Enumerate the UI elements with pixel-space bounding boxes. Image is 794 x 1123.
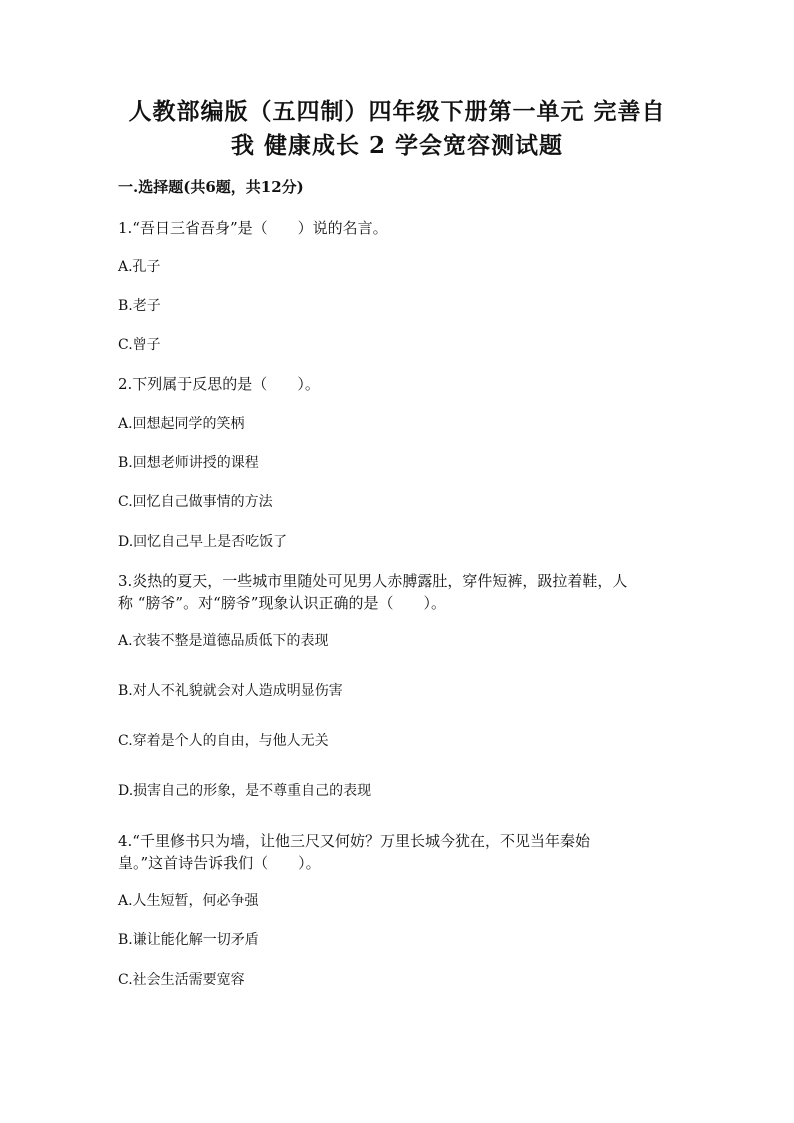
question-2-option-a: A.回想起同学的笑柄 (118, 416, 245, 432)
question-3-stem-line-2: 称 “膀爷”。对“膀爷”现象认识正确的是（ ）。 (118, 594, 446, 612)
question-4-stem-line-1: 4.“千里修书只为墙，让他三尺又何妨？万里长城今犹在，不见当年秦始 (118, 832, 590, 850)
question-1-option-c: C.曾子 (118, 337, 161, 353)
question-3-option-a: A.衣装不整是道德品质低下的表现 (118, 633, 329, 649)
question-4-option-b: B.谦让能化解一切矛盾 (118, 932, 259, 948)
section-heading: 一.选择题(共6题，共12分) (118, 178, 304, 196)
question-1-option-a: A.孔子 (118, 259, 161, 275)
question-1-option-b: B.老子 (118, 298, 161, 314)
question-3-option-c: C.穿着是个人的自由，与他人无关 (118, 733, 329, 749)
page-title-line-1: 人教部编版（五四制）四年级下册第一单元 完善自 (128, 98, 666, 125)
question-4-option-a: A.人生短暂，何必争强 (118, 893, 259, 909)
question-2-stem: 2.下列属于反思的是（ ）。 (118, 375, 320, 393)
question-2-option-d: D.回忆自己早上是否吃饭了 (118, 534, 288, 550)
question-3-option-d: D.损害自己的形象，是不尊重自己的表现 (118, 783, 372, 799)
question-4-option-c: C.社会生活需要宽容 (118, 972, 245, 988)
question-4-stem-line-2: 皇。”这首诗告诉我们（ ）。 (118, 854, 321, 872)
question-3-stem-line-1: 3.炎热的夏天，一些城市里随处可见男人赤膊露肚，穿件短裤，趿拉着鞋，人 (118, 572, 628, 590)
page-title-line-2: 我 健康成长 2 学会宽容测试题 (230, 132, 564, 159)
question-2-option-c: C.回忆自己做事情的方法 (118, 494, 273, 510)
question-1-stem: 1.“吾日三省吾身”是（ ）说的名言。 (118, 219, 388, 237)
question-3-option-b: B.对人不礼貌就会对人造成明显伤害 (118, 683, 343, 699)
question-2-option-b: B.回想老师讲授的课程 (118, 455, 259, 471)
